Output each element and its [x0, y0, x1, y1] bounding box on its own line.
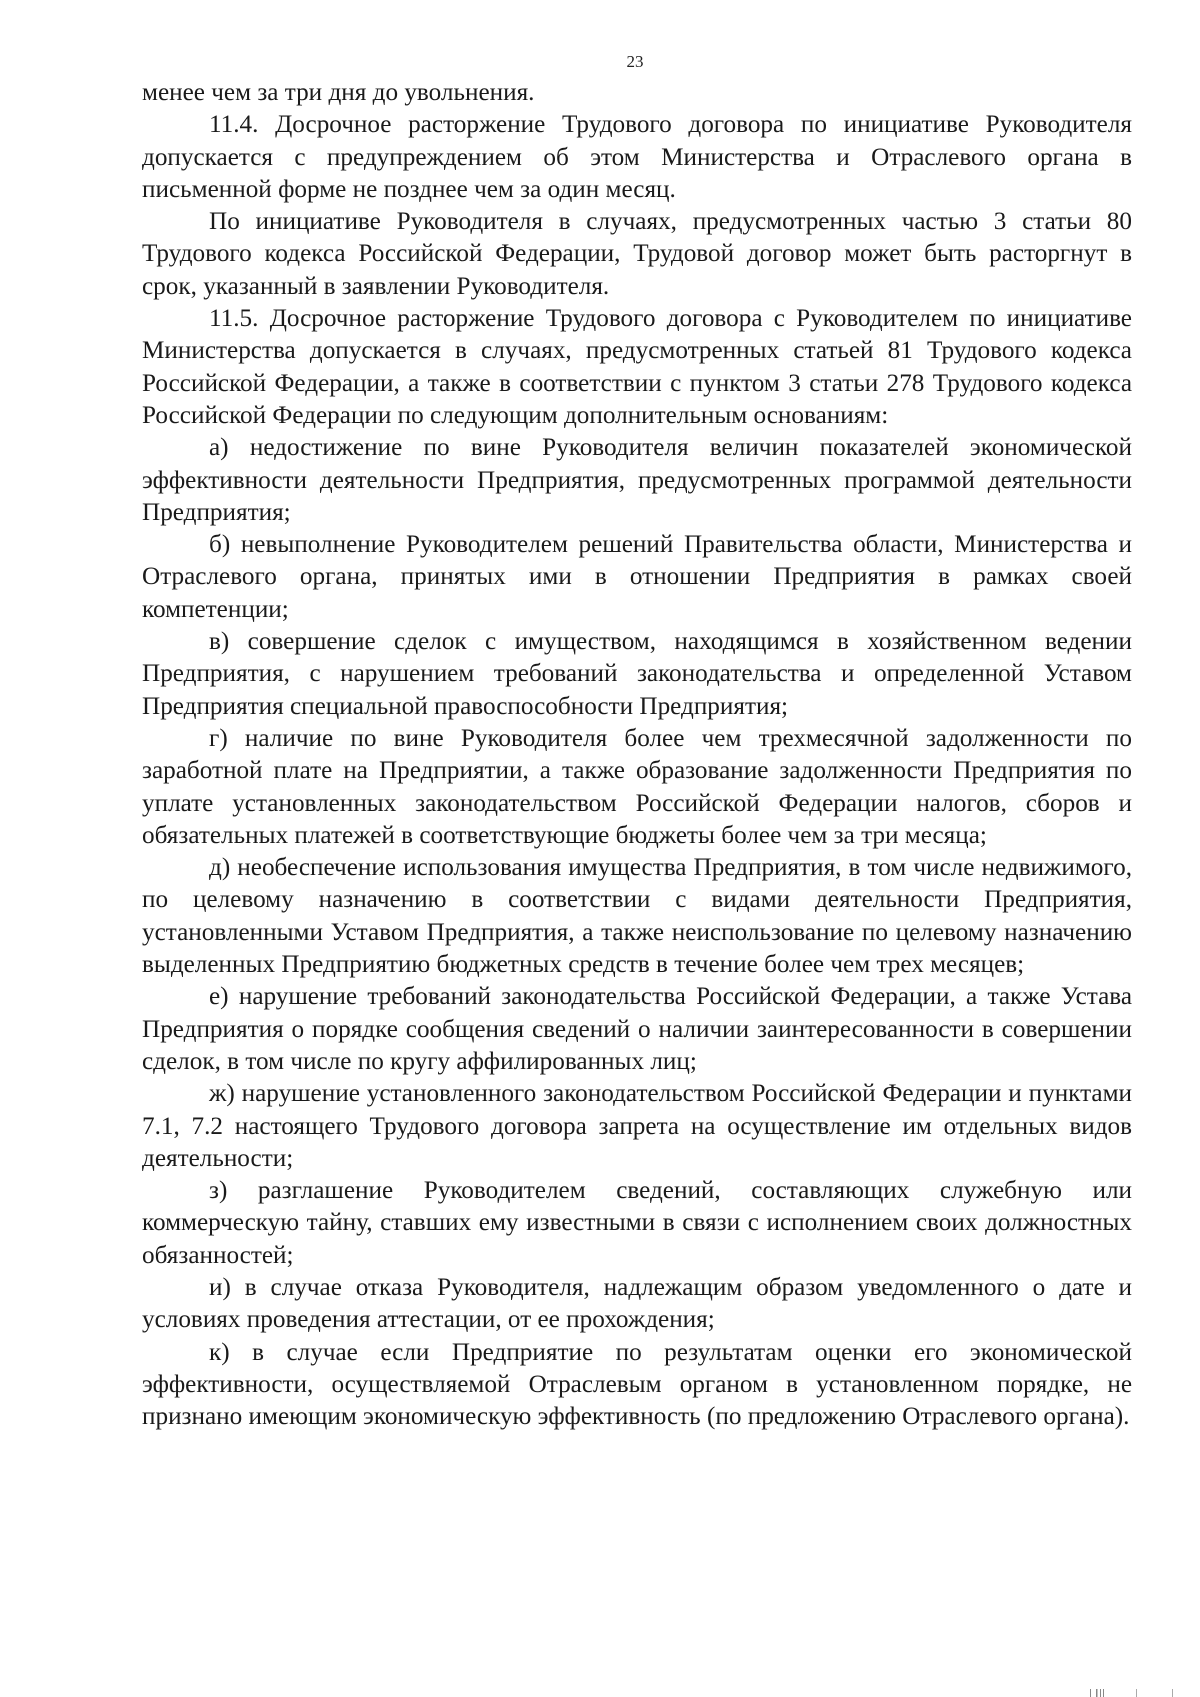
paragraph-clause-11-4: 11.4. Досрочное расторжение Трудового договора по инициативе Руководителя допускается с предупреждением об этом Министерства и Отраслевого органа в письменной форме не позднее чем за один месяц.	[142, 111, 1132, 203]
list-item-b: б) невыполнение Руководителем решений Правительства области, Министерства и Отраслевого органа, принятых ими в отношении Предприятия в рамках своей компетенции;	[142, 531, 1132, 623]
document-body	[142, 77, 1132, 1433]
scan-artifact	[1088, 1687, 1178, 1697]
paragraph-clause-11-5: 11.5. Досрочное расторжение Трудового договора с Руководителем по инициативе Министерства допускается в случаях, предусмотренных статьей 81 Трудового кодекса Российской Федерации, а также в соответствии с пунктом 3 статьи 278 Трудового кодекса Российской Федерации по следующим дополнительным основаниям:	[142, 305, 1132, 429]
page-number: 23	[626, 52, 644, 71]
paragraph-continuation: менее чем за три дня до увольнения.	[142, 79, 535, 106]
list-item-zh: ж) нарушение установленного законодательством Российской Федерации и пунктами 7.1, 7.2 настоящего Трудового договора запрета на осуществление им отдельных видов деятельности;	[142, 1080, 1132, 1172]
list-item-z: з) разглашение Руководителем сведений, составляющих служебную или коммерческую тайну, ставших ему известными в связи с исполнением своих должностных обязанностей;	[142, 1177, 1132, 1269]
list-item-e: е) нарушение требований законодательства Российской Федерации, а также Устава Предприятия о порядке сообщения сведений о наличии заинтересованности в совершении сделок, в том числе по кругу аффилированных лиц;	[142, 983, 1132, 1075]
paragraph-employee-initiative: По инициативе Руководителя в случаях, предусмотренных частью 3 статьи 80 Трудового кодекса Российской Федерации, Трудовой договор может быть расторгнут в срок, указанный в заявлении Руководителя.	[142, 208, 1132, 300]
list-item-i: и) в случае отказа Руководителя, надлежащим образом уведомленного о дате и условиях проведения аттестации, от ее прохождения;	[142, 1273, 1132, 1334]
list-item-g: г) наличие по вине Руководителя более чем трехмесячной задолженности по заработной плате на Предприятии, а также образование задолженности Предприятия по уплате установленных законодательством Российской Федерации налогов, сборов и обязательных платежей в соответствующие бюджеты более чем за три месяца;	[142, 724, 1132, 849]
list-item-v: в) совершение сделок с имуществом, находящимся в хозяйственном ведении Предприятия, с нарушением требований законодательства и определенной Уставом Предприятия специальной правоспособности Предприятия;	[142, 628, 1132, 720]
list-item-a: а) недостижение по вине Руководителя величин показателей экономической эффективности деятельности Предприятия, предусмотренных программой деятельности Предприятия;	[142, 434, 1132, 526]
list-item-d: д) необеспечение использования имущества Предприятия, в том числе недвижимого, по целевому назначению в соответствии с видами деятельности Предприятия, установленными Уставом Предприятия, а также неиспользование по целевому назначению выделенных Предприятию бюджетных средств в течение более чем трех месяцев;	[142, 854, 1132, 979]
list-item-k: к) в случае если Предприятие по результатам оценки его экономической эффективности, осуществляемой Отраслевым органом в установленном порядке, не признано имеющим экономическую эффективность (по предложению Отраслевого органа).	[142, 1338, 1132, 1431]
scan-barcode-fragment	[1088, 1687, 1178, 1697]
